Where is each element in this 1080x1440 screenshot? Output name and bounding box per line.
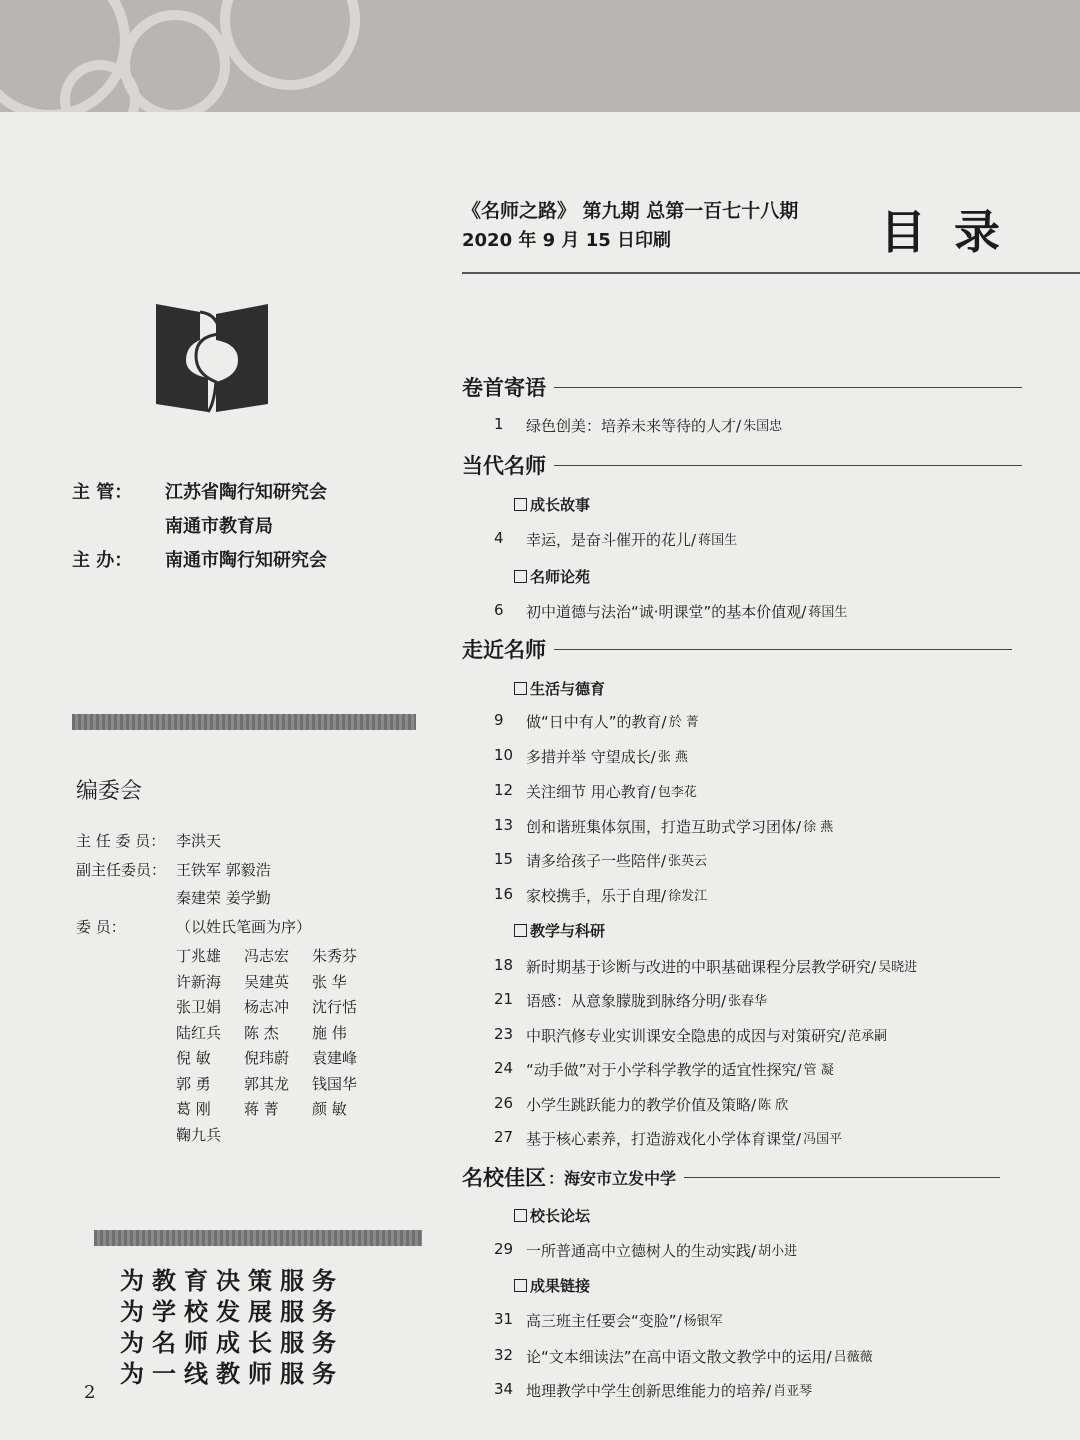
entry-title: 创和谐班集体氛围，打造互助式学习团体/ bbox=[526, 818, 802, 836]
slogan: 为一线教师服务 bbox=[120, 1360, 344, 1388]
entry-title: 多措并举 守望成长/ bbox=[526, 748, 656, 766]
box-icon bbox=[514, 570, 527, 583]
section-heading bbox=[462, 372, 1022, 402]
divider-bar-2 bbox=[94, 1230, 422, 1246]
entry-author: 肖亚琴 bbox=[773, 1384, 813, 1399]
board-title: 编委会 bbox=[76, 779, 143, 804]
section-heading bbox=[462, 450, 1022, 480]
member-name: 吴建英 bbox=[244, 972, 290, 991]
entry-title: 请多给孩子一些陪伴/ bbox=[526, 852, 667, 870]
entry-page: 34 bbox=[494, 1380, 514, 1398]
entry-author: 胡小进 bbox=[758, 1244, 798, 1259]
entry-author: 张春华 bbox=[728, 994, 768, 1009]
toc-entry[interactable] bbox=[494, 1380, 812, 1401]
entry-page: 15 bbox=[494, 850, 514, 868]
entry-author: 徐 燕 bbox=[803, 820, 834, 835]
organizer-label: 主 办： bbox=[72, 550, 133, 571]
entry-title: 语感：从意象朦胧到脉络分明/ bbox=[526, 992, 727, 1010]
entry-title: 家校携手，乐于自理/ bbox=[526, 887, 667, 905]
entry-page: 1 bbox=[494, 415, 504, 433]
entry-title: 初中道德与法治“诚·明课堂”的基本价值观/ bbox=[526, 603, 807, 621]
slogan: 为名师成长服务 bbox=[120, 1329, 344, 1357]
entry-author: 蒋国生 bbox=[698, 533, 738, 548]
toc-entry[interactable] bbox=[494, 601, 847, 622]
decorative-header-pattern bbox=[0, 0, 1080, 120]
entry-page: 12 bbox=[494, 781, 514, 799]
member-list bbox=[176, 944, 380, 1148]
box-icon bbox=[514, 924, 527, 937]
vice-director-label: 副主任委员： bbox=[76, 861, 167, 879]
entry-author: 於 菁 bbox=[668, 715, 699, 730]
box-icon bbox=[514, 1209, 527, 1222]
member-label: 委 员： bbox=[76, 918, 126, 936]
slogan: 为教育决策服务 bbox=[120, 1267, 344, 1295]
toc-entry[interactable] bbox=[494, 990, 767, 1011]
entry-title: 幸运，是奋斗催开的花儿/ bbox=[526, 531, 697, 549]
member-name: 倪 敏 bbox=[176, 1049, 211, 1067]
member-name: 张卫娟 bbox=[176, 998, 222, 1016]
entry-author: 冯国平 bbox=[803, 1132, 843, 1147]
entry-author: 张 燕 bbox=[657, 750, 688, 765]
slogan: 为学校发展服务 bbox=[120, 1298, 344, 1326]
director-label: 主 任 委 员： bbox=[76, 832, 166, 850]
column-title: 成果链接 bbox=[530, 1277, 591, 1295]
section-subtitle: ：海安市立发中学 bbox=[548, 1168, 677, 1188]
member-name: 陆红兵 bbox=[176, 1023, 222, 1042]
section-heading bbox=[462, 634, 1012, 664]
entry-page: 29 bbox=[494, 1240, 514, 1258]
column-heading bbox=[514, 494, 590, 515]
entry-author: 陈 欣 bbox=[758, 1098, 789, 1113]
member-name: 倪玮蔚 bbox=[244, 1049, 290, 1067]
box-icon bbox=[514, 682, 527, 695]
member-name: 陈 杰 bbox=[244, 1023, 279, 1042]
supervisor-value-2: 南通市教育局 bbox=[165, 516, 273, 537]
entry-title: 一所普通高中立德树人的生动实践/ bbox=[526, 1242, 757, 1260]
section-title: 卷首寄语 bbox=[462, 375, 546, 400]
member-name: 冯志宏 bbox=[244, 947, 290, 965]
column-heading bbox=[514, 1205, 590, 1226]
column-title: 名师论苑 bbox=[530, 568, 591, 586]
member-note: （以姓氏笔画为序） bbox=[176, 918, 312, 936]
entry-author: 范承嗣 bbox=[848, 1029, 888, 1044]
section-heading bbox=[462, 1162, 1000, 1192]
member-name: 郭其龙 bbox=[244, 1074, 290, 1093]
vice-director-names: 王铁军 郭毅浩 bbox=[176, 861, 271, 879]
entry-author: 张英云 bbox=[668, 854, 708, 869]
vice-director-names-2: 秦建荣 姜学勤 bbox=[176, 889, 271, 907]
entry-page: 26 bbox=[494, 1094, 514, 1112]
member-row bbox=[176, 1046, 380, 1072]
entry-page: 16 bbox=[494, 885, 514, 903]
column-heading bbox=[514, 920, 605, 941]
member-name: 颜 敏 bbox=[312, 1100, 347, 1118]
column-title: 校长论坛 bbox=[530, 1207, 591, 1225]
divider-bar bbox=[72, 714, 416, 730]
entry-title: 地理教学中学生创新思维能力的培养/ bbox=[526, 1382, 772, 1400]
column-heading bbox=[514, 566, 590, 587]
member-name: 鞠九兵 bbox=[176, 1125, 222, 1144]
section-rule bbox=[554, 649, 1012, 650]
entry-author: 吴晓进 bbox=[878, 960, 918, 975]
print-date: 2020 年 9 月 15 日印刷 bbox=[462, 230, 672, 251]
entry-page: 4 bbox=[494, 529, 504, 547]
entry-title: 新时期基于诊断与改进的中职基础课程分层教学研究/ bbox=[526, 958, 877, 976]
entry-author: 吕薇薇 bbox=[833, 1350, 873, 1365]
column-title: 成长故事 bbox=[530, 496, 591, 514]
member-name: 施 伟 bbox=[312, 1023, 347, 1042]
section-title: 名校佳区 bbox=[462, 1165, 546, 1190]
section-rule bbox=[554, 465, 1022, 466]
entry-page: 6 bbox=[494, 601, 504, 619]
member-name: 袁建峰 bbox=[312, 1049, 358, 1067]
page-number: 2 bbox=[84, 1382, 96, 1403]
column-title: 生活与德育 bbox=[530, 680, 606, 698]
entry-author: 杨银军 bbox=[683, 1314, 723, 1329]
supervisor-value: 江苏省陶行知研究会 bbox=[165, 482, 327, 503]
toc-entry[interactable] bbox=[494, 885, 707, 906]
column-title: 教学与科研 bbox=[530, 922, 606, 940]
section-rule bbox=[554, 387, 1022, 388]
member-name: 许新海 bbox=[176, 972, 222, 991]
toc-entry[interactable] bbox=[494, 1240, 797, 1261]
entry-title: 关注细节 用心教育/ bbox=[526, 783, 656, 801]
organizer-value: 南通市陶行知研究会 bbox=[165, 550, 327, 571]
supervisor-label: 主 管： bbox=[72, 482, 133, 503]
entry-author: 蒋国生 bbox=[808, 605, 848, 620]
member-name: 张 华 bbox=[312, 972, 347, 991]
toc-entry[interactable] bbox=[494, 1094, 788, 1115]
toc-entry[interactable] bbox=[494, 415, 782, 436]
member-row bbox=[176, 1123, 380, 1149]
member-name: 朱秀芬 bbox=[312, 947, 358, 965]
toc-entry[interactable] bbox=[494, 711, 699, 732]
toc-entry[interactable] bbox=[494, 816, 833, 837]
toc-entry[interactable] bbox=[494, 850, 707, 871]
issue-info: 《名师之路》 第九期 总第一百七十八期 bbox=[462, 200, 799, 222]
member-name: 杨志冲 bbox=[244, 998, 290, 1016]
section-rule bbox=[684, 1177, 1000, 1178]
member-row bbox=[176, 1097, 380, 1123]
entry-title: 论“文本细读法”在高中语文散文教学中的运用/ bbox=[526, 1348, 832, 1366]
slogans bbox=[120, 1266, 344, 1390]
entry-title: 小学生跳跃能力的教学价值及策略/ bbox=[526, 1096, 757, 1114]
toc-entry[interactable] bbox=[494, 1025, 887, 1046]
toc-entry[interactable] bbox=[494, 956, 917, 977]
member-row bbox=[176, 1021, 380, 1047]
entry-page: 24 bbox=[494, 1059, 514, 1077]
entry-page: 9 bbox=[494, 711, 504, 729]
member-name: 钱国华 bbox=[312, 1074, 358, 1093]
entry-page: 13 bbox=[494, 816, 514, 834]
entry-author: 朱国忠 bbox=[743, 419, 783, 434]
entry-page: 27 bbox=[494, 1128, 514, 1146]
box-icon bbox=[514, 1279, 527, 1292]
toc-entry[interactable] bbox=[494, 529, 737, 550]
member-name: 郭 勇 bbox=[176, 1074, 211, 1093]
entry-title: “动手做”对于小学科学教学的适宜性探究/ bbox=[526, 1061, 802, 1079]
entry-page: 23 bbox=[494, 1025, 514, 1043]
director-name: 李洪天 bbox=[176, 832, 222, 850]
entry-title: 绿色创美：培养未来等待的人才/ bbox=[526, 417, 742, 435]
toc-entry[interactable] bbox=[494, 1346, 873, 1367]
entry-author: 管 凝 bbox=[803, 1063, 834, 1078]
section-title: 走近名师 bbox=[462, 637, 546, 662]
toc-entry[interactable] bbox=[494, 746, 688, 767]
magazine-logo-icon bbox=[156, 300, 268, 418]
header-divider bbox=[462, 272, 1080, 274]
entry-page: 32 bbox=[494, 1346, 514, 1364]
member-name: 沈行恬 bbox=[312, 998, 358, 1016]
member-name: 丁兆雄 bbox=[176, 947, 222, 965]
member-row bbox=[176, 995, 380, 1021]
entry-title: 做“日中有人”的教育/ bbox=[526, 713, 667, 731]
entry-title: 高三班主任要会“变脸”/ bbox=[526, 1312, 682, 1330]
toc-entry[interactable] bbox=[494, 1128, 842, 1149]
member-row bbox=[176, 1072, 380, 1098]
toc-entry[interactable] bbox=[494, 1059, 834, 1080]
toc-entry[interactable] bbox=[494, 781, 697, 802]
entry-author: 徐发江 bbox=[668, 889, 708, 904]
section-title: 当代名师 bbox=[462, 453, 546, 478]
column-heading bbox=[514, 1275, 590, 1296]
column-heading bbox=[514, 678, 605, 699]
entry-title: 中职汽修专业实训课安全隐患的成因与对策研究/ bbox=[526, 1027, 847, 1045]
entry-title: 基于核心素养，打造游戏化小学体育课堂/ bbox=[526, 1130, 802, 1148]
box-icon bbox=[514, 498, 527, 511]
page-title: 目录 bbox=[880, 205, 1028, 259]
entry-page: 18 bbox=[494, 956, 514, 974]
entry-page: 21 bbox=[494, 990, 514, 1008]
member-name: 蒋 菁 bbox=[244, 1100, 279, 1118]
member-row bbox=[176, 970, 380, 996]
entry-author: 包李花 bbox=[657, 785, 697, 800]
entry-page: 10 bbox=[494, 746, 514, 764]
entry-page: 31 bbox=[494, 1310, 514, 1328]
toc-entry[interactable] bbox=[494, 1310, 723, 1331]
member-name: 葛 刚 bbox=[176, 1100, 211, 1118]
member-row bbox=[176, 944, 380, 970]
